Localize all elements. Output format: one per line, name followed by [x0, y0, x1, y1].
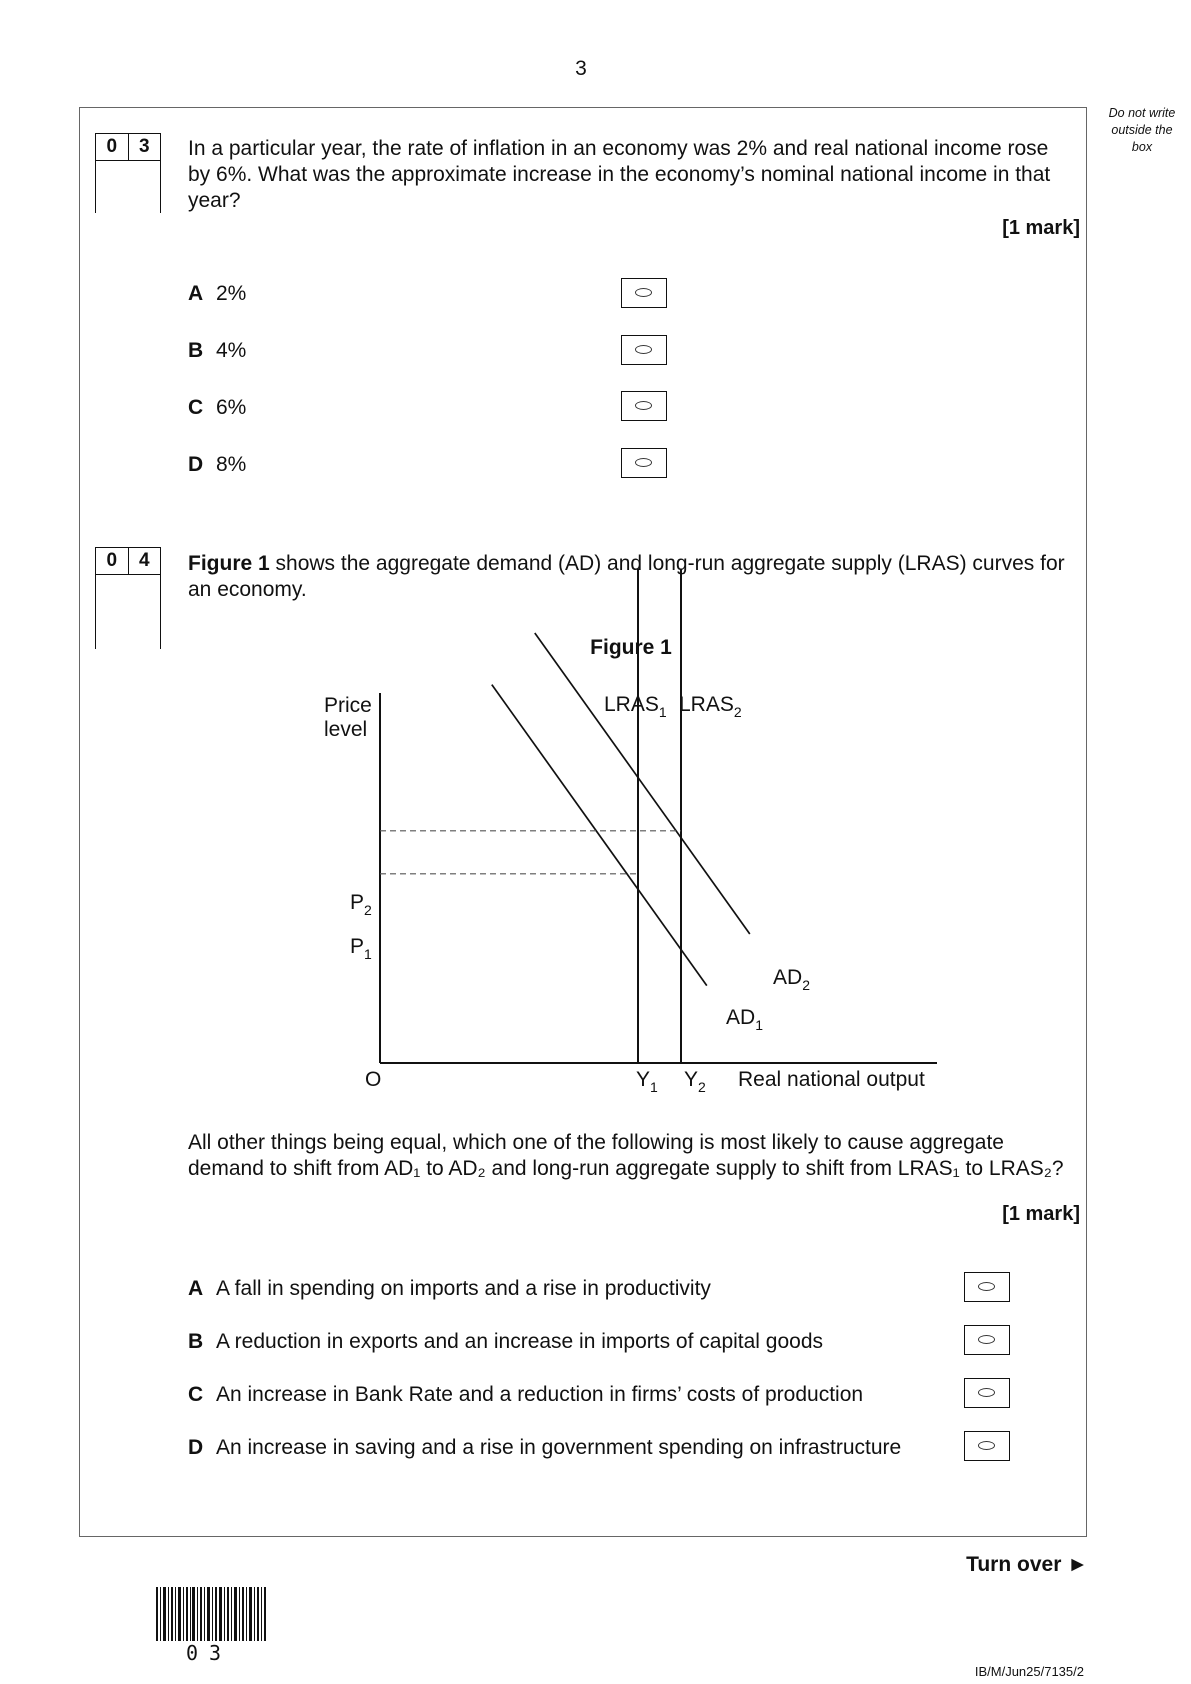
- y2-label: $Y_2$: [684, 1068, 706, 1095]
- q03-mark: [1 mark]: [1002, 217, 1080, 239]
- q03-option-d: D 8%: [188, 453, 247, 476]
- y1-label: $Y_1$: [636, 1068, 658, 1095]
- q03-option-a: A 2%: [188, 282, 247, 305]
- lras1-label: $LRAS_1$: [604, 693, 667, 720]
- q04-question: All other things being equal, which one of the following is most likely to cause aggregate demand to shift from AD₁ to AD₂ and long-run aggregate supply to shift from LRAS₁ to LRAS₂?: [188, 1131, 1064, 1180]
- q04-answer-box-c[interactable]: [964, 1378, 1010, 1408]
- barcode-number: 03: [186, 1641, 233, 1665]
- question-number-04: 0 4: [95, 547, 161, 627]
- q04-option-c: C An increase in Bank Rate and a reduction in firms’ costs of production: [188, 1383, 864, 1406]
- ad1-curve: [492, 685, 707, 986]
- q04-mark: [1 mark]: [1002, 1203, 1080, 1225]
- lras2-label: $LRAS_2$: [679, 693, 742, 720]
- ad2-curve: [535, 633, 750, 934]
- q04-answer-box-d[interactable]: [964, 1431, 1010, 1461]
- margin-note-line: box: [1131, 140, 1153, 154]
- origin-label: O: [365, 1068, 382, 1091]
- margin-note-line: Do not write: [1108, 106, 1176, 120]
- p2-label: $P_2$: [350, 891, 372, 918]
- y-axis-label: level: [324, 718, 368, 741]
- q04-option-b: B A reduction in exports and an increase in imports of capital goods: [188, 1330, 824, 1353]
- barcode: [156, 1587, 268, 1643]
- page-number: 3: [575, 57, 587, 80]
- y-axis-label: Price: [324, 694, 372, 717]
- q03-option-b: B 4%: [188, 339, 247, 362]
- ad2-label: $AD_2$: [773, 966, 810, 993]
- question-number-03: 0 3: [95, 133, 161, 213]
- q04-answer-box-a[interactable]: [964, 1272, 1010, 1302]
- q03-text: In a particular year, the rate of inflation in an economy was 2% and real national income rose by 6%. What was the approximate increase in the economy’s nominal national income in that year?: [188, 137, 1051, 212]
- q03-option-c: C 6%: [188, 396, 247, 419]
- q04-option-d: D An increase in saving and a rise in government spending on infrastructure: [188, 1436, 902, 1459]
- figure-title: Figure 1: [590, 636, 672, 659]
- turn-over: Turn over ►: [966, 1553, 1088, 1576]
- x-axis-label: Real national output: [738, 1068, 925, 1091]
- q04-intro: Figure 1 shows the aggregate demand (AD) and long-run aggregate supply (LRAS) curves for an economy.: [188, 552, 1065, 601]
- figure-ref: Figure 1: [188, 552, 270, 575]
- q04-answer-box-b[interactable]: [964, 1325, 1010, 1355]
- margin-note-line: outside the: [1111, 123, 1173, 137]
- ad1-label: $AD_1$: [726, 1006, 763, 1033]
- q04-option-a: A A fall in spending on imports and a rise in productivity: [188, 1277, 711, 1300]
- paper-code: IB/M/Jun25/7135/2: [974, 1664, 1084, 1679]
- p1-label: $P_1$: [350, 935, 372, 962]
